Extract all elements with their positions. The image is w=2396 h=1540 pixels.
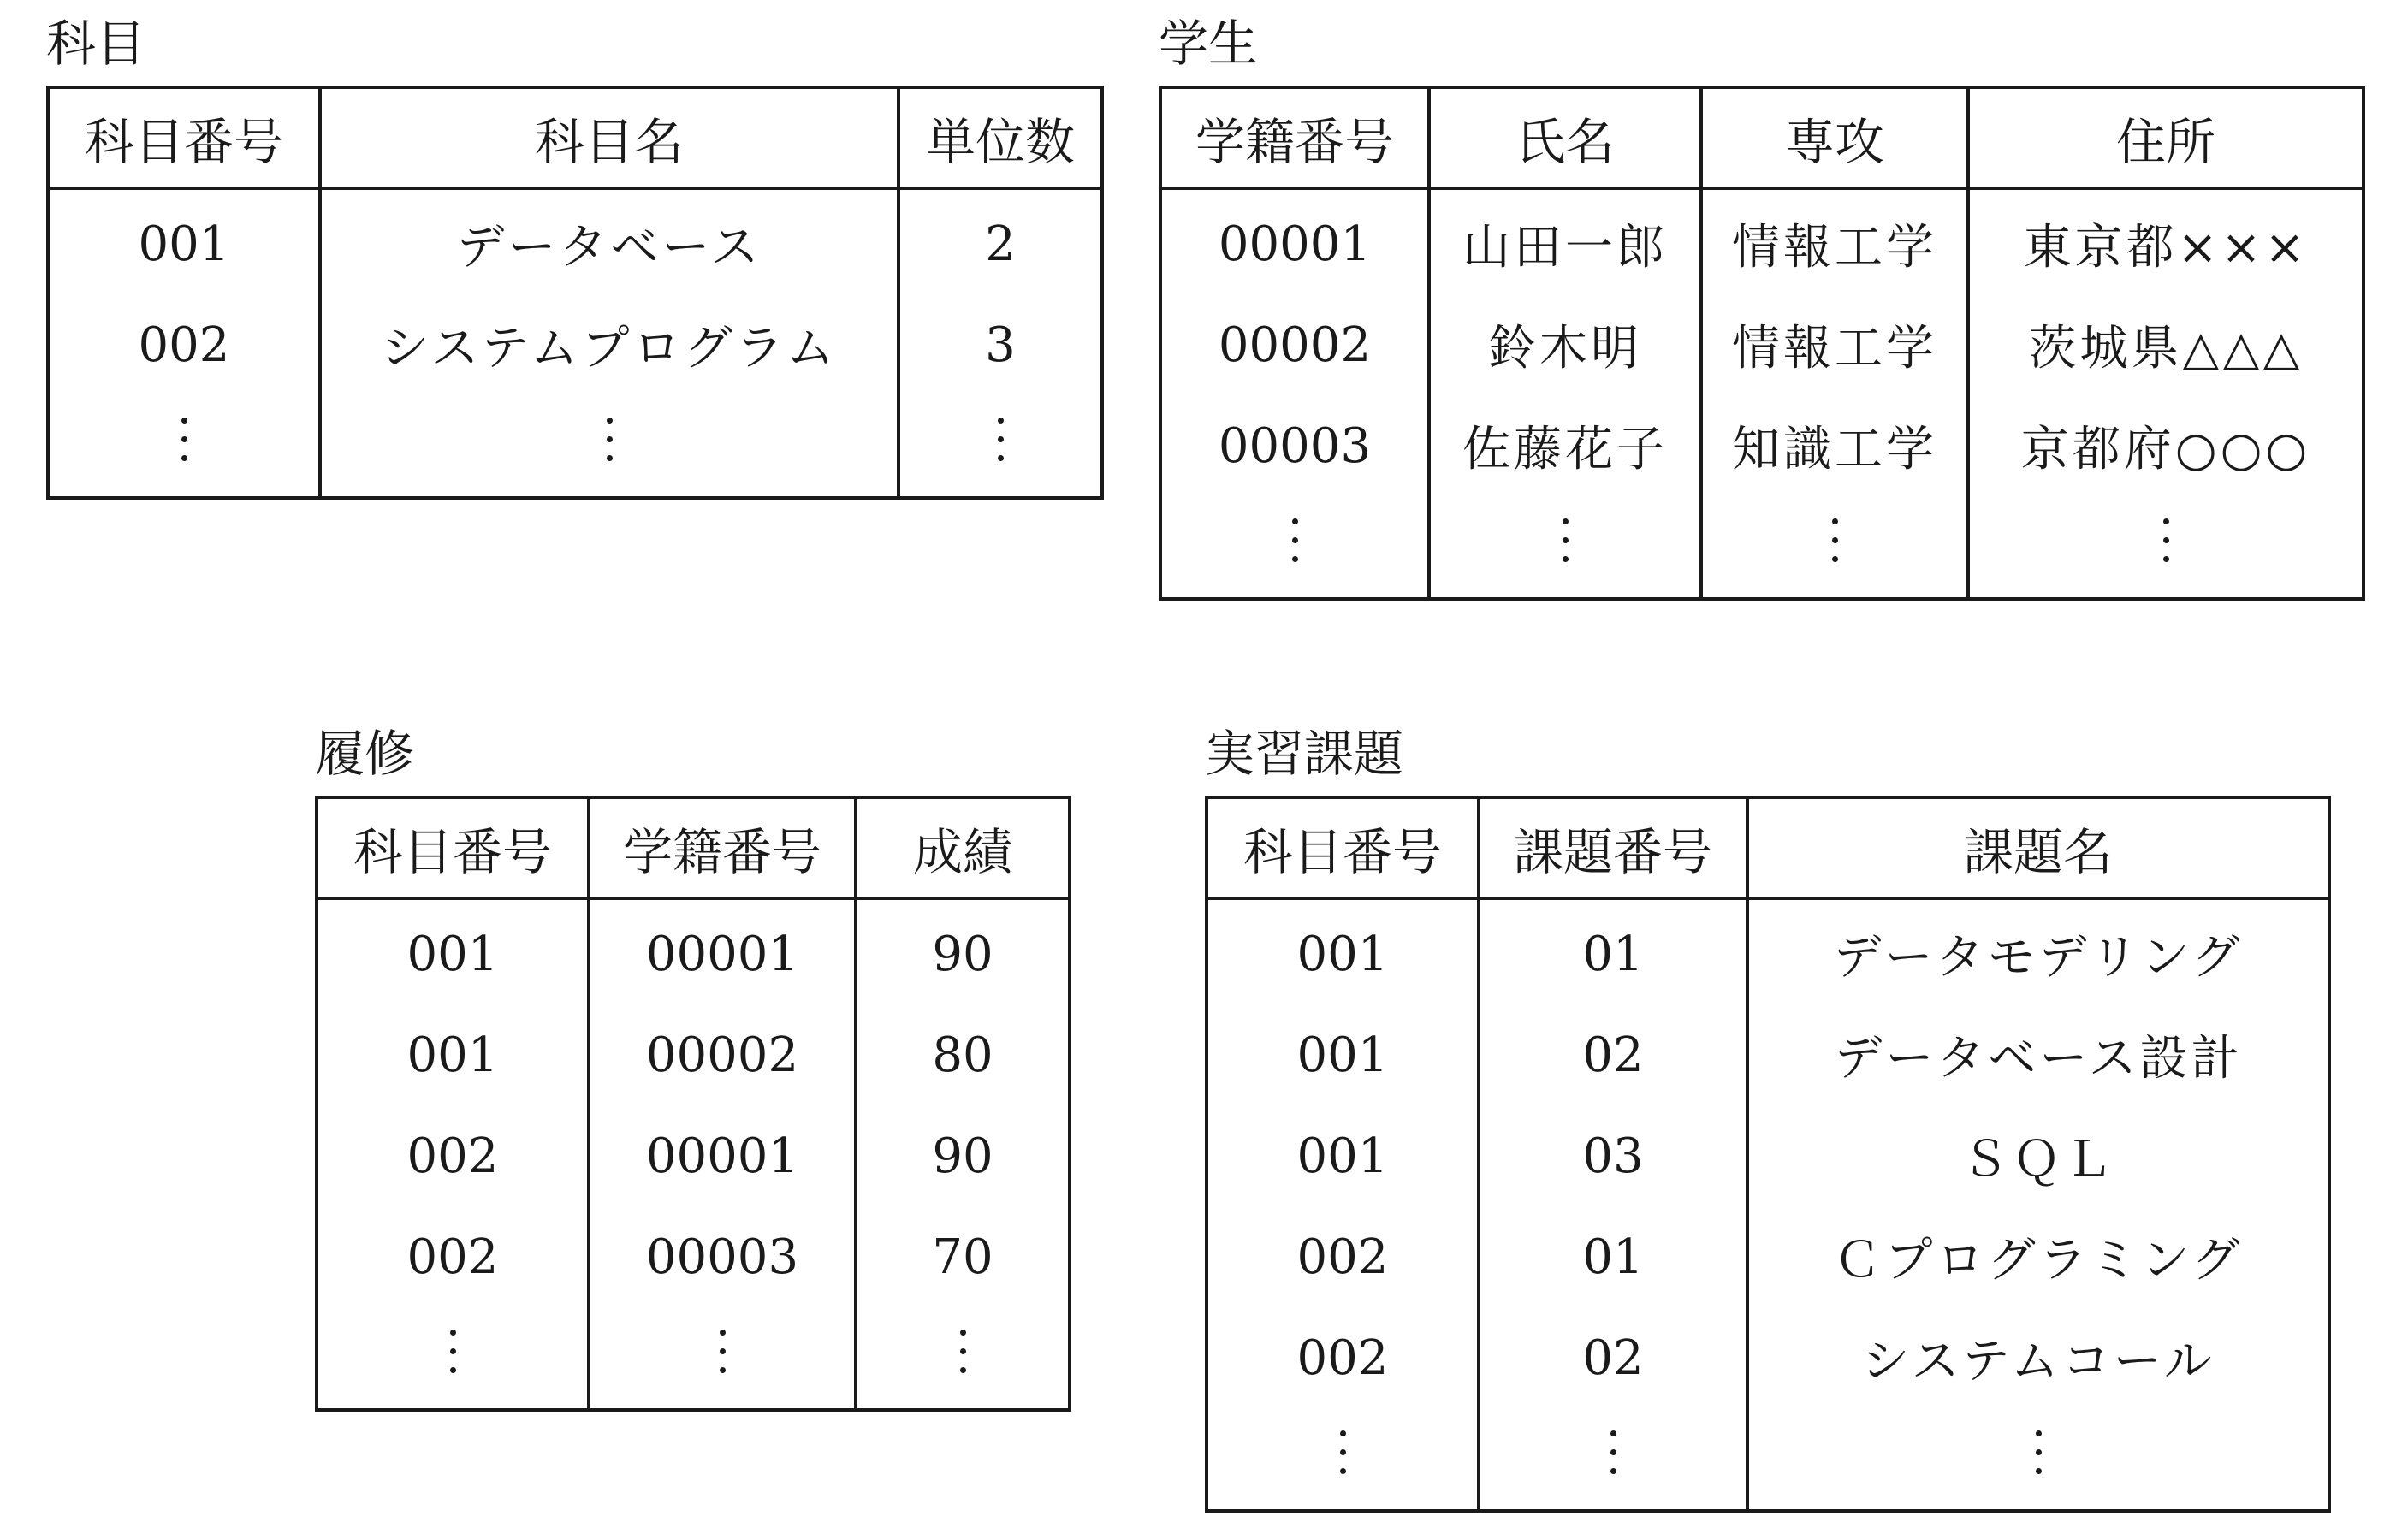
header-row (1160, 87, 2363, 188)
cell-address: 茨城県△△△ (2028, 321, 2304, 376)
cell-subject-no: 002 (317, 1206, 589, 1307)
cell-assignment-no: 02 (1479, 1004, 1747, 1105)
rishu-title: 履修 (315, 725, 415, 783)
cell-student-no: 00001 (589, 1105, 856, 1206)
vertical-ellipsis-icon (317, 1307, 589, 1410)
table-row (1207, 1105, 2329, 1206)
col-header-assignment-no: 課題番号 (1479, 797, 1747, 898)
col-header-address: 住所 (1968, 87, 2363, 188)
table-row (1207, 1206, 2329, 1307)
jisshu-table (1205, 796, 2331, 1513)
cell-grade: 90 (932, 926, 993, 982)
cell-credits: 2 (985, 216, 1016, 272)
vertical-ellipsis-icon (1429, 496, 1701, 599)
cell-student-no: 00001 (589, 898, 856, 1004)
continuation-row (1160, 496, 2363, 599)
cell-grade: 90 (932, 1128, 993, 1184)
cell-assignment-no: 02 (1479, 1307, 1747, 1408)
vertical-ellipsis-icon (48, 395, 320, 498)
cell-name: 佐藤花子 (1429, 395, 1701, 496)
cell-student-no: 00002 (1160, 294, 1429, 395)
vertical-ellipsis-icon (589, 1307, 856, 1410)
cell-subject-no: 002 (1207, 1206, 1479, 1307)
col-header-name: 氏名 (1429, 87, 1701, 188)
col-header-subject-no: 科目番号 (48, 87, 320, 188)
rishu-table (315, 796, 1071, 1412)
cell-name: 鈴木明 (1429, 294, 1701, 395)
table-row (317, 1004, 1070, 1105)
jisshu-table-block (1205, 725, 2331, 1513)
table-row (1207, 1004, 2329, 1105)
cell-subject-no: 002 (317, 1105, 589, 1206)
cell-subject-no: 001 (1207, 1105, 1479, 1206)
table-row (1160, 395, 2363, 496)
continuation-row (48, 395, 1102, 498)
cell-address: 京都府○○○ (2020, 422, 2311, 477)
cell-assignment-no: 01 (1479, 898, 1747, 1004)
gakusei-title: 学生 (1159, 15, 1259, 73)
col-header-subject-no: 科目番号 (1207, 797, 1479, 898)
cell-subject-name: システムプログラム (320, 294, 898, 395)
kamoku-table (46, 86, 1104, 500)
vertical-ellipsis-icon (320, 395, 898, 498)
gakusei-table (1159, 86, 2365, 601)
cell-grade: 70 (932, 1229, 993, 1285)
cell-name: 山田一郎 (1429, 188, 1701, 294)
continuation-row (1207, 1408, 2329, 1511)
cell-major: 情報工学 (1701, 294, 1968, 395)
col-header-credits: 単位数 (898, 87, 1102, 188)
cell-student-no: 00003 (589, 1206, 856, 1307)
col-header-student-no: 学籍番号 (589, 797, 856, 898)
cell-assignment-name: データモデリング (1833, 930, 2244, 986)
cell-assignment-name: ＳＱＬ (1961, 1132, 2115, 1188)
col-header-major: 専攻 (1701, 87, 1968, 188)
col-header-assignment-name: 課題名 (1747, 797, 2329, 898)
jisshu-title: 実習課題 (1205, 725, 1404, 783)
cell-subject-name: データベース (320, 188, 898, 294)
vertical-ellipsis-icon (898, 395, 1102, 498)
cell-assignment-name: Ｃプログラミング (1833, 1233, 2244, 1288)
table-row (1207, 898, 2329, 1004)
cell-subject-no: 001 (1207, 898, 1479, 1004)
kamoku-table-block (46, 15, 1104, 500)
col-header-student-no: 学籍番号 (1160, 87, 1429, 188)
vertical-ellipsis-icon (1207, 1408, 1479, 1511)
cell-subject-no: 001 (317, 1004, 589, 1105)
cell-assignment-name: システムコール (1861, 1334, 2215, 1389)
vertical-ellipsis-icon (1747, 1408, 2329, 1511)
cell-assignment-no: 03 (1479, 1105, 1747, 1206)
vertical-ellipsis-icon (1968, 496, 2363, 599)
header-row (1207, 797, 2329, 898)
cell-subject-no: 001 (317, 898, 589, 1004)
cell-major: 知識工学 (1701, 395, 1968, 496)
rishu-table-block (315, 725, 1071, 1412)
table-row (1160, 294, 2363, 395)
header-row (317, 797, 1070, 898)
vertical-ellipsis-icon (1701, 496, 1968, 599)
gakusei-table-block (1159, 15, 2365, 601)
cell-subject-no: 001 (1207, 1004, 1479, 1105)
table-row (1160, 188, 2363, 294)
table-row (317, 1206, 1070, 1307)
cell-student-no: 00001 (1160, 188, 1429, 294)
cell-assignment-no: 01 (1479, 1206, 1747, 1307)
header-row (48, 87, 1102, 188)
table-row (48, 188, 1102, 294)
vertical-ellipsis-icon (1160, 496, 1429, 599)
col-header-subject-no: 科目番号 (317, 797, 589, 898)
continuation-row (317, 1307, 1070, 1410)
table-row (317, 1105, 1070, 1206)
kamoku-title: 科目 (46, 15, 146, 73)
table-row (317, 898, 1070, 1004)
cell-credits: 3 (985, 317, 1016, 373)
cell-grade: 80 (932, 1027, 993, 1083)
cell-subject-no: 002 (1207, 1307, 1479, 1408)
cell-address: 東京都××× (2023, 220, 2309, 275)
cell-student-no: 00002 (589, 1004, 856, 1105)
vertical-ellipsis-icon (856, 1307, 1070, 1410)
cell-assignment-name: データベース設計 (1834, 1031, 2243, 1087)
table-row (1207, 1307, 2329, 1408)
cell-subject-no: 002 (48, 294, 320, 395)
cell-student-no: 00003 (1160, 395, 1429, 496)
cell-subject-no: 001 (48, 188, 320, 294)
vertical-ellipsis-icon (1479, 1408, 1747, 1511)
col-header-grade: 成績 (856, 797, 1070, 898)
table-row (48, 294, 1102, 395)
col-header-subject-name: 科目名 (320, 87, 898, 188)
cell-major: 情報工学 (1701, 188, 1968, 294)
